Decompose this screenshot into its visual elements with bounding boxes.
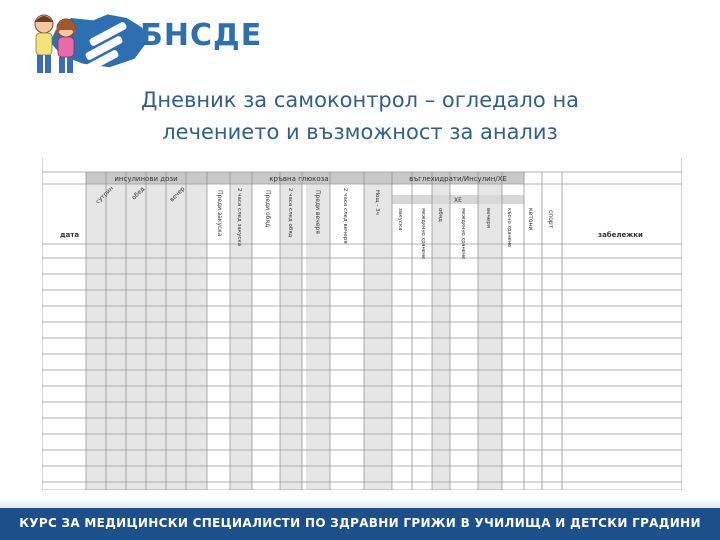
carb-col-snack-2: междинно хранене xyxy=(460,208,466,260)
carb-col-late: късно хранене xyxy=(506,208,512,248)
ketones-label: кетони xyxy=(527,208,534,231)
children-illustration-icon xyxy=(24,10,86,78)
carb-col-snack-1: междинно хранене xyxy=(420,208,426,260)
footer-bar xyxy=(0,508,720,540)
insulin-shade xyxy=(86,184,207,490)
date-label: дата xyxy=(60,231,80,239)
night-shade xyxy=(364,184,392,490)
carb-shade-1 xyxy=(432,184,450,490)
brand-name: БНСДЕ xyxy=(140,18,263,53)
self-control-diary-table xyxy=(42,158,682,490)
glucose-col-4: 2 часа след обяд xyxy=(287,188,293,238)
carb-col-dinner: вечеря xyxy=(485,208,491,229)
footer-text: КУРС ЗА МЕДИЦИНСКИ СПЕЦИАЛИСТИ ПО ЗДРАВНИ ГРИЖИ В УЧИЛИЩА И ДЕТСКИ ГРАДИНИ xyxy=(19,516,701,530)
glucose-col-night: Нощ - 3ч xyxy=(374,190,380,215)
insulin-col-evening: вечер xyxy=(168,185,187,204)
insulin-group-label: инсулинови дози xyxy=(114,175,178,183)
carb-shade-2 xyxy=(478,184,502,490)
bnsde-logo xyxy=(10,4,130,80)
sport-label: спорт xyxy=(547,210,554,229)
glucose-col-5: Преди вечеря xyxy=(314,190,321,234)
he-label: ХЕ xyxy=(454,197,462,204)
insulin-col-noon: обед xyxy=(130,185,147,202)
insulin-col-morning: сутрин xyxy=(94,184,115,206)
glucose-col-6: 2 часа след вечеря xyxy=(342,188,348,244)
carbs-group-label: въглехидрати/Инсулин/ХЕ xyxy=(409,175,507,183)
title-line-2: лечението и възможност за анализ xyxy=(162,120,558,144)
carb-col-breakfast: закуска xyxy=(397,208,403,231)
carb-col-lunch: обяд xyxy=(437,208,443,222)
notes-label: забележки xyxy=(598,231,643,239)
glucose-col-1: Преди закуска xyxy=(216,190,223,237)
title-line-1: Дневник за самоконтрол – огледало на xyxy=(140,88,580,112)
slide-title xyxy=(0,84,720,148)
glucose-col-3: Преди обяд xyxy=(264,190,271,228)
diary-grid xyxy=(42,158,682,490)
glucose-col-2: 2 часа след закуска xyxy=(236,188,242,247)
glucose-group-label: кръвна глюкоза xyxy=(269,175,329,183)
